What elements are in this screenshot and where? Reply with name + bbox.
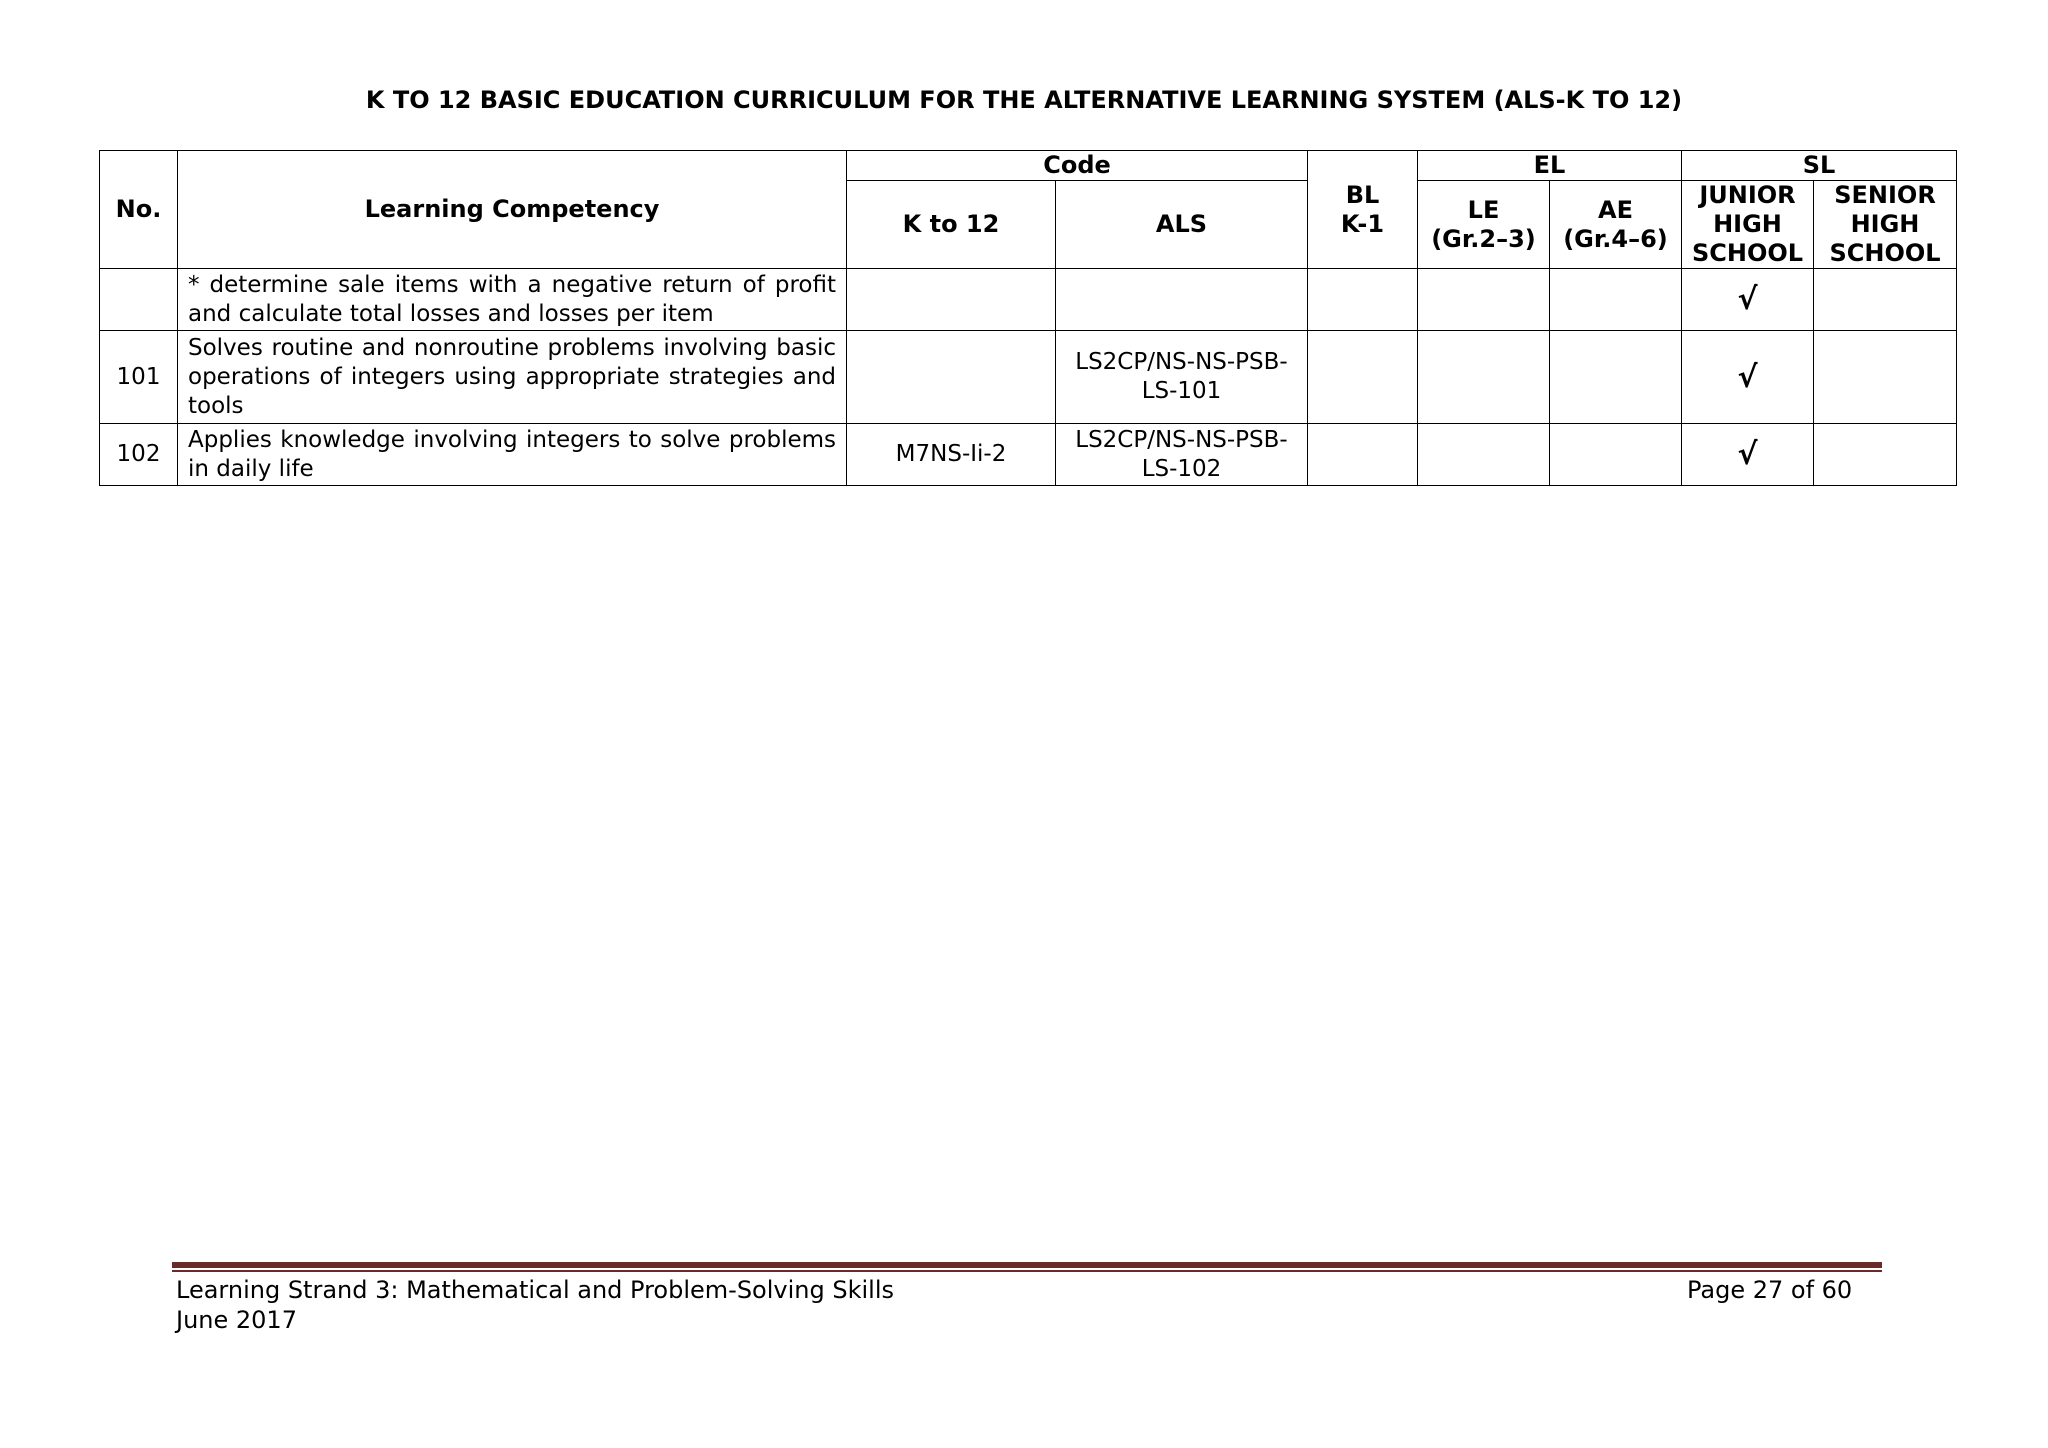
header-le-line2: (Gr.2–3)	[1431, 224, 1536, 253]
header-senior-high-school	[1814, 181, 1957, 269]
checkmark-icon: √	[1682, 269, 1814, 331]
cell-no: 101	[100, 331, 178, 424]
header-shs-line1: SENIOR	[1834, 181, 1936, 209]
header-k-to-12: K to 12	[847, 181, 1056, 269]
cell-no: 102	[100, 424, 178, 486]
header-jhs-line2: HIGH	[1713, 210, 1782, 238]
header-bl	[1308, 151, 1418, 269]
header-learning-competency: Learning Competency	[178, 151, 847, 269]
header-jhs-line1: JUNIOR	[1699, 181, 1796, 209]
cell-le	[1418, 424, 1550, 486]
header-ae-line2: (Gr.4–6)	[1563, 224, 1668, 253]
footer-divider-thin	[172, 1270, 1882, 1272]
header-row-groups	[100, 151, 1957, 181]
cell-ae	[1550, 424, 1682, 486]
table-row	[100, 331, 1957, 424]
curriculum-table	[99, 150, 1957, 486]
cell-shs	[1814, 424, 1957, 486]
cell-als-code-line1: LS2CP/NS-NS-PSB-	[1075, 426, 1288, 453]
footer-left	[176, 1275, 894, 1335]
header-el: EL	[1418, 151, 1682, 181]
header-bl-line2: K-1	[1340, 209, 1385, 238]
header-ae	[1550, 181, 1682, 269]
cell-als-code	[1056, 331, 1308, 424]
header-bl-line1: BL	[1345, 180, 1380, 209]
header-shs-line2: HIGH	[1850, 210, 1920, 238]
cell-le	[1418, 331, 1550, 424]
cell-k-to-12-code	[847, 269, 1056, 331]
cell-ae	[1550, 269, 1682, 331]
cell-competency: * determine sale items with a negative return of profit and calculate total losses and losses per item	[178, 269, 847, 331]
cell-bl	[1308, 269, 1418, 331]
cell-als-code-line2: LS-101	[1141, 378, 1222, 404]
header-le	[1418, 181, 1550, 269]
cell-shs	[1814, 331, 1957, 424]
cell-bl	[1308, 424, 1418, 486]
document-title: K TO 12 BASIC EDUCATION CURRICULUM FOR THE ALTERNATIVE LEARNING SYSTEM (ALS-K TO 12)	[365, 86, 1683, 114]
header-shs-line3: SCHOOL	[1829, 239, 1941, 267]
cell-k-to-12-code: M7NS-Ii-2	[847, 424, 1056, 486]
header-als: ALS	[1056, 181, 1308, 269]
footer-divider	[172, 1262, 1882, 1268]
cell-bl	[1308, 331, 1418, 424]
cell-als-code	[1056, 424, 1308, 486]
footer-date: June 2017	[176, 1306, 297, 1334]
checkmark-icon: √	[1682, 331, 1814, 424]
header-jhs-line3: SCHOOL	[1692, 239, 1804, 267]
cell-le	[1418, 269, 1550, 331]
cell-als-code-line2: LS-102	[1141, 455, 1222, 482]
cell-shs	[1814, 269, 1957, 331]
table-row	[100, 269, 1957, 331]
cell-als-code	[1056, 269, 1308, 331]
header-junior-high-school	[1682, 181, 1814, 269]
header-no: No.	[100, 151, 178, 269]
cell-ae	[1550, 331, 1682, 424]
cell-k-to-12-code	[847, 331, 1056, 424]
cell-competency: Applies knowledge involving integers to solve problems in daily life	[178, 424, 847, 486]
table-row	[100, 424, 1957, 486]
cell-competency: Solves routine and nonroutine problems involving basic operations of integers using appropriate strategies and tools	[178, 331, 847, 424]
cell-als-code-line1: LS2CP/NS-NS-PSB-	[1075, 349, 1288, 375]
cell-no	[100, 269, 178, 331]
checkmark-icon: √	[1682, 424, 1814, 486]
header-code: Code	[847, 151, 1308, 181]
header-le-line1: LE	[1467, 195, 1500, 224]
header-ae-line1: AE	[1598, 195, 1633, 224]
footer-page-number: Page 27 of 60	[1687, 1276, 1853, 1304]
footer-strand: Learning Strand 3: Mathematical and Problem-Solving Skills	[176, 1276, 894, 1304]
header-sl: SL	[1682, 151, 1957, 181]
